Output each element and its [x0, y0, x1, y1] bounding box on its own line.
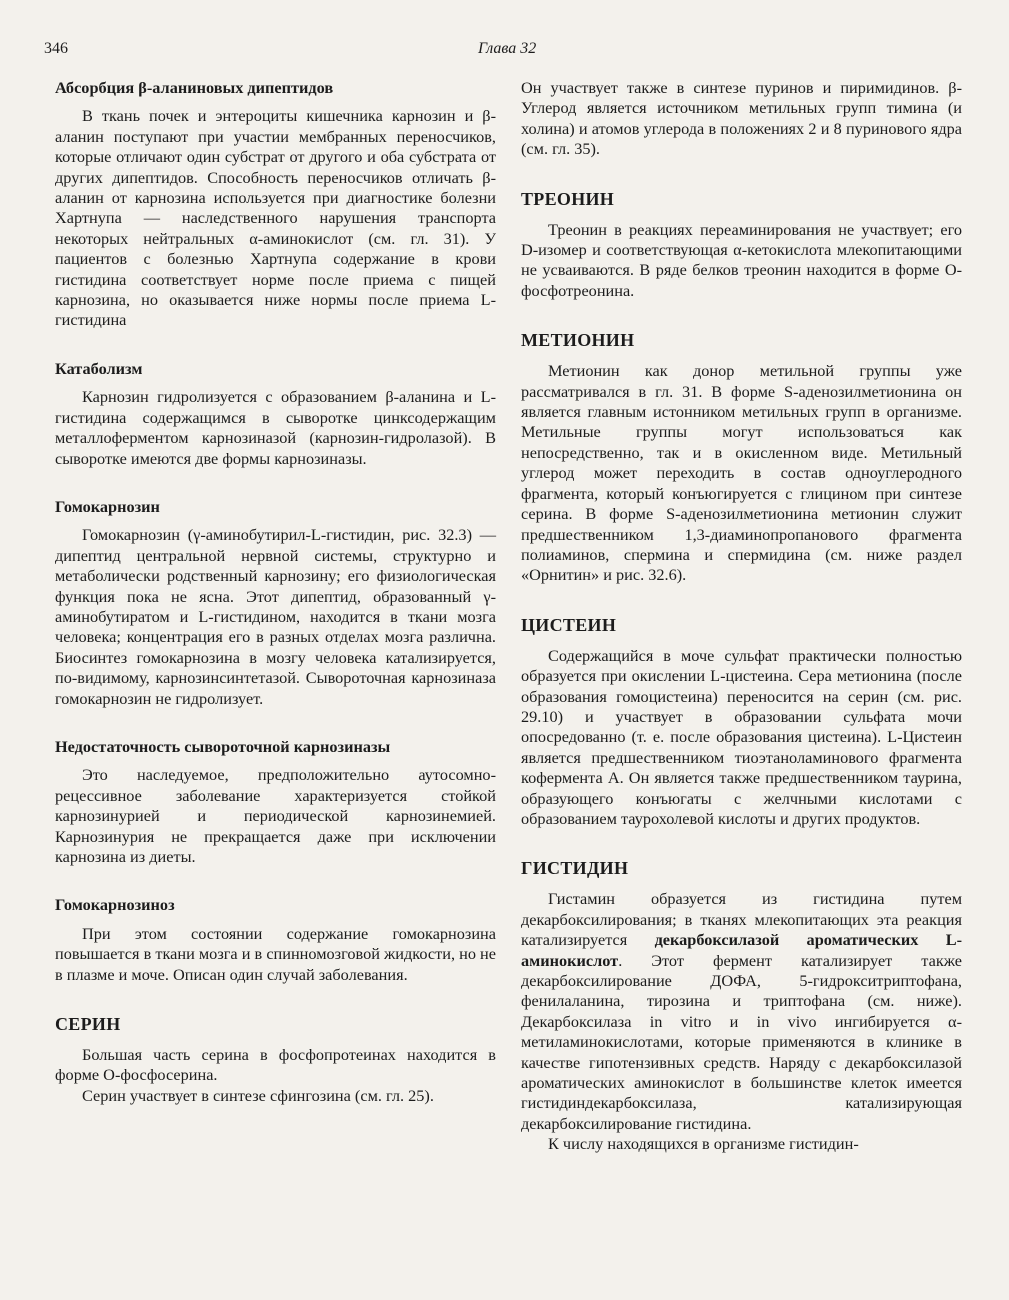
- section-catabolism: [55, 359, 496, 469]
- paragraph: Большая часть серина в фосфопротеинах находится в форме О-фосфосерина.: [55, 1045, 496, 1085]
- paragraph: Гомокарнозин (γ-аминобутирил-L-гистидин, рис. 32.3) — дипептид центральной нервной системы, структурно и метаболически родственный карнозину; его физиологическая функция пока не ясна. Этот дипептид, образованный γ-аминобутиратом и L-гистидином, находится в ткани мозга человека; концентрация его в разных отделах мозга различна. Биосинтез гомокарнозина в мозгу человека катализируется, по-видимому, карнозинсинтетазой. Сывороточная карнозиназа гомокарнозин не гидролизует.: [55, 525, 496, 708]
- section-heading: Катаболизм: [55, 358, 143, 378]
- paragraph: Содержащийся в моче сульфат практически полностью образуется при окислении L-цистеина. Сера метионина (после образования гомоцистеина) переносится на серин (см. рис. 29.10) и участвует в образовании сульфата мочи опосредованно (т. е. после образования цистеина). L-Цистеин является предшественником тиоэтаноламинового фрагмента кофермента А. Он является также предшественником таурина, образующего конъюгаты с желчными кислотами с образованием таурохолевой кислоты и других продуктов.: [521, 645, 962, 828]
- paragraph: Это наследуемое, предположительно аутосомно-рецессивное заболевание характеризуется стойкой карнозинурией и периодической карнозинемией. Карнозинурия не прекращается даже при исключении карнозина из диеты.: [55, 765, 496, 866]
- paragraph: Карнозин гидролизуется с образованием β-аланина и L-гистидина содержащимся в сыворотке цинксодержащим металлоферментом карнозиназой (карнозин-гидролазой). В сыворотке имеются две формы карнозиназы.: [55, 387, 496, 468]
- section-homocarnosine: [55, 497, 496, 709]
- section-heading: ЦИСТЕИН: [521, 614, 617, 635]
- section-heading: Абсорбция β-аланиновых дипептидов: [55, 78, 334, 97]
- section-serine: [55, 1013, 496, 1106]
- section-absorption: [55, 78, 496, 331]
- enzyme-term: декарбоксилазой ароматических L-аминокислот: [521, 930, 962, 970]
- section-methionine: [521, 329, 962, 585]
- section-heading: Гомокарнозин: [55, 496, 160, 516]
- section-serine-continued: [521, 78, 962, 160]
- section-heading: МЕТИОНИН: [521, 330, 635, 351]
- text-run: Гистамин образуется из гистидина путем декарбоксилирования; в тканях млекопитающих эта реакция катализируется: [521, 889, 962, 950]
- paragraph: При этом состоянии содержание гомокарнозина повышается в ткани мозга и в спинномозговой жидкости, но не в плазме и моче. Описан один случай заболевания.: [55, 923, 496, 984]
- text-run: . Этот фермент катализирует также декарбоксилирование ДОФА, 5-гидрокситриптофана, фенилаланина, тирозина и триптофана (см. ниже). Декарбоксилаза in vitro и in vivo ингибируется α-метиламинокислотами, которые применяются в клинике в качестве гипотензивных средств. Наряду с декарбоксилазой ароматических аминокислот в большинстве клеток имеется гистидиндекарбоксилаза, катализирующая декарбоксилирование гистидина.: [521, 950, 962, 1133]
- paragraph: Треонин в реакциях переаминирования не участвует; его D-изомер и соответствующая α-кетокислота млекопитающими не усваиваются. В ряде белков треонин находится в форме О-фосфотреонина.: [521, 219, 962, 300]
- section-homocarnosinosis: [55, 895, 496, 985]
- section-carnosinase-deficiency: [55, 737, 496, 867]
- section-threonine: [521, 188, 962, 302]
- paragraph: Метионин как донор метильной группы уже рассматривался в гл. 31. В форме S-аденозилметионина он является главным истонником метильных групп в организме. Метильные группы могут использоваться как непосредственно, так и в окисленном виде. Метильный углерод может переходить в состав одноуглеродного фрагмента, который конъюгируется с глицином при синтезе серина. В форме S-аденозилметионина метионин служит предшественником 1,3-диаминопропанового фрагмента полиаминов, спермина и спермидина (см. ниже раздел «Орнитин» и рис. 32.6).: [521, 361, 962, 585]
- left-column: [55, 78, 496, 1134]
- section-heading: СЕРИН: [55, 1014, 121, 1035]
- section-heading: ТРЕОНИН: [521, 188, 615, 209]
- paragraph: В ткань почек и энтероциты кишечника карнозин и β-аланин поступают при участии мембранных переносчиков, которые отличают один субстрат от другого и оба субстрата от других дипептидов. Способность переносчиков отличать β-аланин от карнозина используется при диагностике болезни Хартнупа — наследственного нарушения транспорта некоторых нейтральных α-аминокислот (см. гл. 31). У пациентов с болезнью Хартнупа содержание в крови гистидина соответствует норме после приема с пищей карнозина, но оказывается ниже нормы после приема L-гистидина: [55, 106, 496, 330]
- section-heading: Гомокарнозиноз: [55, 895, 175, 915]
- paragraph: Серин участвует в синтезе сфингозина (см. гл. 25).: [82, 1085, 434, 1105]
- running-head: Глава 32: [478, 40, 537, 57]
- paragraph: Он участвует также в синтезе пуринов и пиримидинов. β-Углерод является источником метильных групп тимина (и холина) и атомов углерода в положениях 2 и 8 пуринового ядра (см. гл. 35).: [521, 78, 962, 159]
- section-cysteine: [521, 614, 962, 830]
- paragraph: К числу находящихся в организме гистидин-: [548, 1134, 859, 1154]
- right-column: [521, 78, 962, 1183]
- paragraph: [521, 889, 962, 1134]
- section-heading: ГИСТИДИН: [521, 858, 629, 879]
- page-number: 346: [44, 40, 68, 57]
- section-heading: Недостаточность сывороточной карнозиназы: [55, 736, 391, 756]
- section-histidine: [521, 857, 962, 1154]
